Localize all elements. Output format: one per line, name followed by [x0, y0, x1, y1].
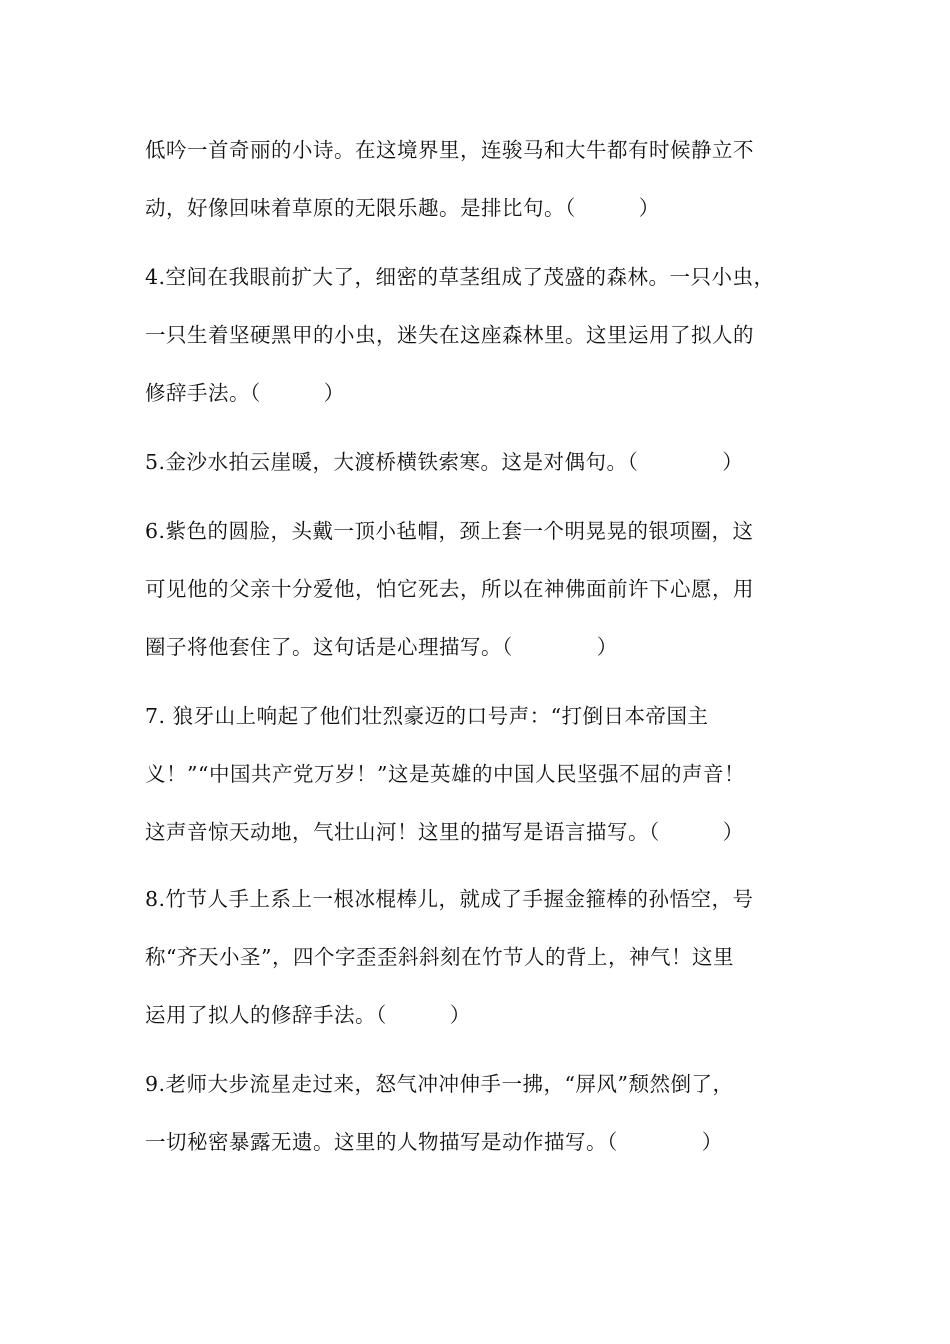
text-line: 动，好像回味着草原的无限乐趣。是排比句。（ ）: [145, 196, 660, 220]
text-line: 可见他的父亲十分爱他，怕它死去，所以在神佛面前许下心愿，用: [145, 577, 754, 601]
text-line: 低吟一首奇丽的小诗。在这境界里，连骏马和大牛都有时候静立不: [145, 138, 754, 162]
text-line: 义！”“中国共产党万岁！”这是英雄的中国人民坚强不屈的声音！: [145, 762, 745, 786]
text-line: 运用了拟人的修辞手法。（ ）: [145, 1003, 471, 1027]
text-line: 4.空间在我眼前扩大了，细密的草茎组成了茂盛的森林。一只小虫，: [145, 265, 775, 289]
text-line: 5.金沙水拍云崖暖，大渡桥横铁索寒。这是对偶句。（ ）: [145, 450, 744, 474]
text-line: 一切秘密暴露无遗。这里的人物描写是动作描写。（ ）: [145, 1130, 723, 1154]
text-line: 8.竹节人手上系上一根冰棍棒儿，就成了手握金箍棒的孙悟空，号: [145, 887, 754, 911]
text-line: 圈子将他套住了。这句话是心理描写。（ ）: [145, 635, 618, 659]
text-line: 一只生着坚硬黑甲的小虫，迷失在这座森林里。这里运用了拟人的: [145, 323, 754, 347]
text-line: 9.老师大步流星走过来，怒气冲冲伸手一拂，“屏风”颓然倒了，: [145, 1072, 734, 1096]
text-line: 7. 狼牙山上响起了他们壮烈豪迈的口号声：“打倒日本帝国主: [145, 704, 709, 728]
text-line: 称“齐天小圣”，四个字歪歪斜斜刻在竹节人的背上，神气！这里: [145, 945, 734, 969]
text-line: 这声音惊天动地，气壮山河！这里的描写是语言描写。（ ）: [145, 820, 744, 844]
text-line: 6.紫色的圆脸，头戴一顶小毡帽，颈上套一个明晃晃的银项圈，这: [145, 519, 754, 543]
text-line: 修辞手法。（ ）: [145, 381, 345, 405]
